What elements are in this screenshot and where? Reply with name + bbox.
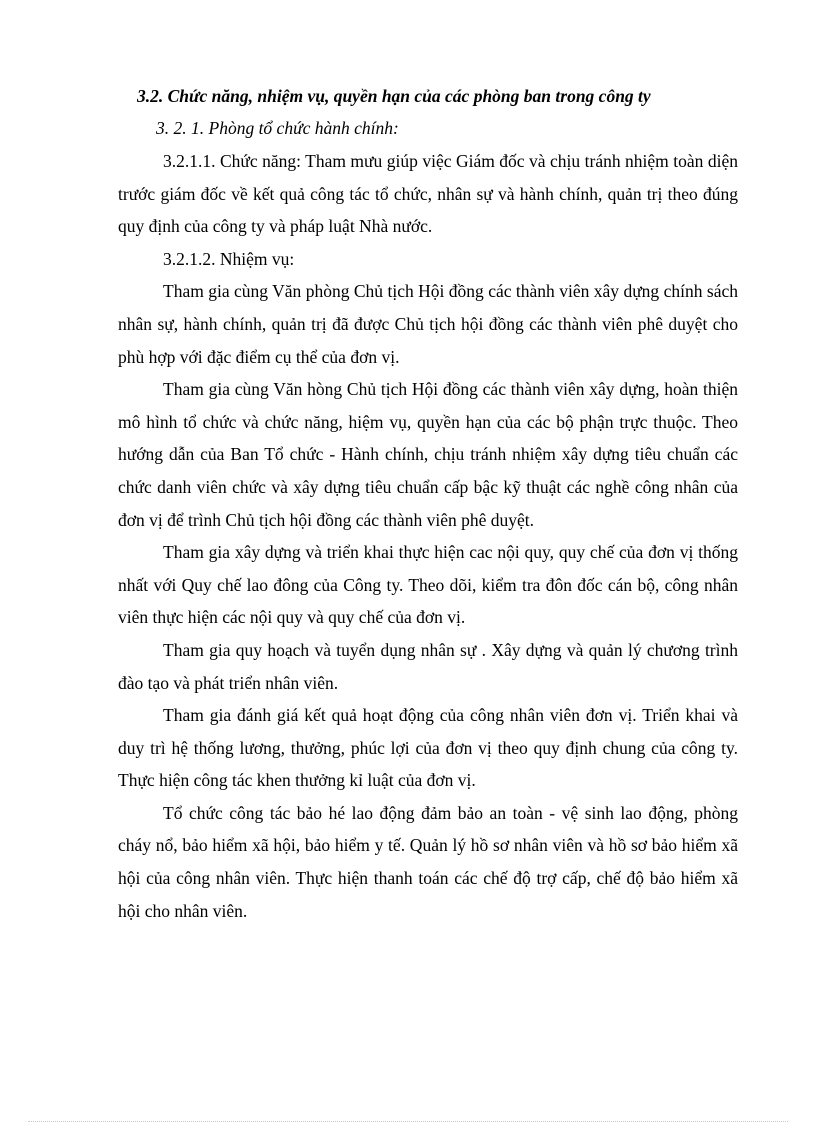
section-heading: 3.2. Chức năng, nhiệm vụ, quyền hạn của các phòng ban trong công ty (137, 86, 651, 106)
paragraph-duty-evaluation: Tham gia đánh giá kết quả hoạt động của công nhân viên đơn vị. Triển khai và duy trì hệ thống lương, thưởng, phúc lợi của đơn vị theo quy định chung của công ty. Thực hiện công tác khen thưởng kỉ luật của đơn vị. (118, 705, 738, 791)
paragraph-duty-recruitment: Tham gia quy hoạch và tuyển dụng nhân sự . Xây dựng và quản lý chương trình đào tạo và phát triển nhân viên. (118, 639, 738, 693)
paragraph-duty-policy: Tham gia cùng Văn phòng Chủ tịch Hội đồng các thành viên xây dựng chính sách nhân sự, hành chính, quản trị đã được Chủ tịch hội đồng các thành viên phê duyệt cho phù hợp với đặc điểm cụ thể của đơn vị. (118, 281, 738, 367)
paragraph-duty-regulations: Tham gia xây dựng và triển khai thực hiện cac nội quy, quy chế của đơn vị thống nhất với Quy chế lao đông của Công ty. Theo dõi, kiểm tra đôn đốc cán bộ, công nhân viên thực hiện các nội quy và quy chế của đơn vị. (118, 542, 738, 628)
page-bottom-divider (28, 1121, 788, 1122)
subsection-heading: 3. 2. 1. Phòng tổ chức hành chính: (156, 118, 399, 138)
document-body (118, 82, 738, 927)
paragraph-duty-organization: Tham gia cùng Văn hòng Chủ tịch Hội đồng các thành viên xây dựng, hoàn thiện mô hình tổ chức và chức năng, hiệm vụ, quyền hạn của các bộ phận trực thuộc. Theo hướng dẫn của Ban Tổ chức - Hành chính, chịu tránh nhiệm xây dựng tiêu chuẩn các chức danh viên chức và xây dựng tiêu chuẩn cấp bậc kỹ thuật các nghề công nhân của đơn vị để trình Chủ tịch hội đồng các thành viên phê duyệt. (118, 379, 738, 530)
paragraph-function: 3.2.1.1. Chức năng: Tham mưu giúp việc Giám đốc và chịu tránh nhiệm toàn diện trước giám đốc về kết quả công tác tổ chức, nhân sự và hành chính, quản trị theo đúng quy định của công ty và pháp luật Nhà nước. (118, 151, 738, 237)
paragraph-duties-heading: 3.2.1.2. Nhiệm vụ: (163, 248, 295, 269)
paragraph-duty-safety: Tổ chức công tác bảo hé lao động đảm bảo an toàn - vệ sinh lao động, phòng cháy nổ, bảo hiểm xã hội, bảo hiểm y tế. Quản lý hồ sơ nhân viên và hồ sơ bảo hiểm xã hội của công nhân viên. Thực hiện thanh toán các chế độ trợ cấp, chế độ bảo hiểm xã hội cho nhân viên. (118, 802, 738, 921)
